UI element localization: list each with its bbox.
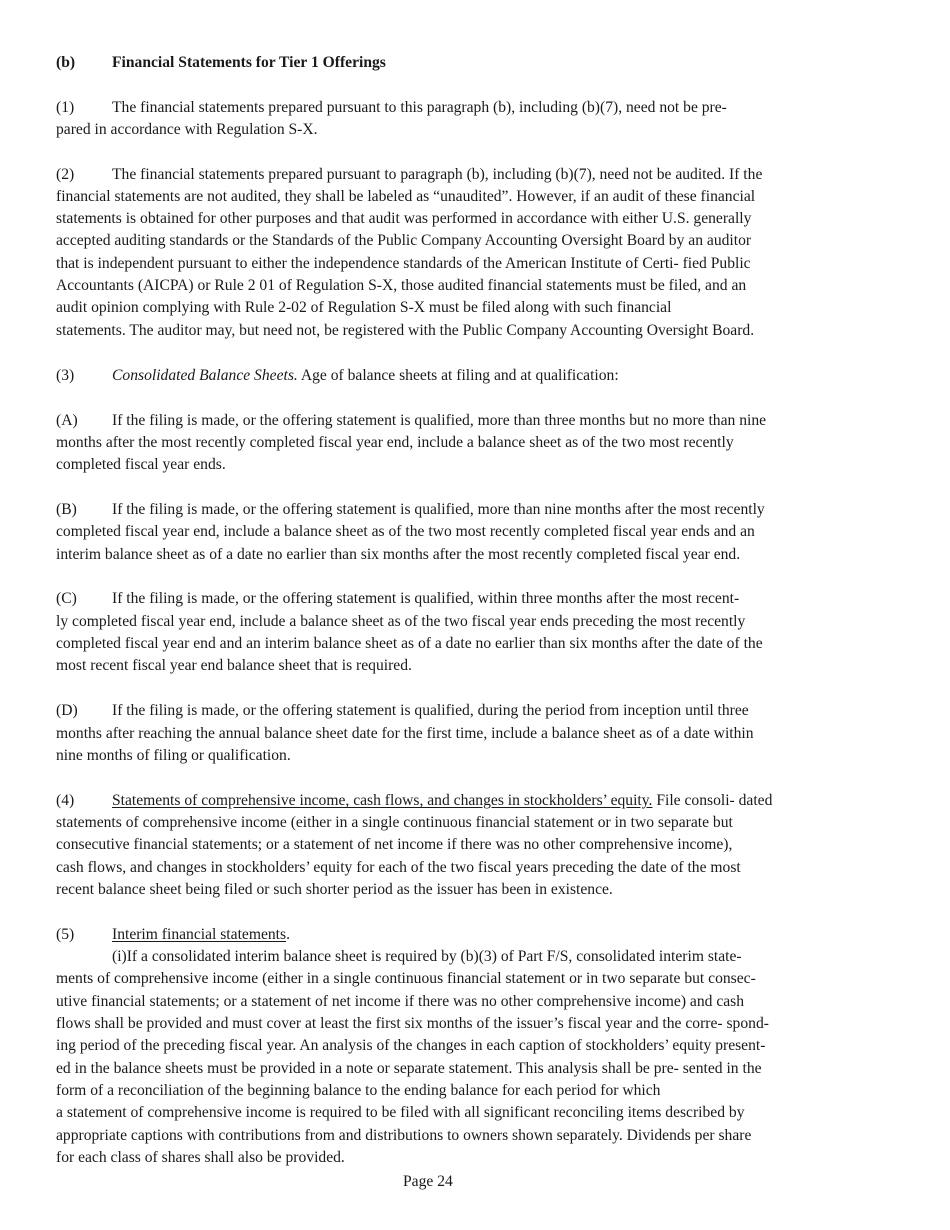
paragraph-4-line <box>56 790 772 812</box>
subparagraph-c-line: completed fiscal year end and an interim balance sheet as of a date no earlier than six months after the date of the <box>56 635 763 652</box>
paragraph-text: The financial statements prepared pursuant to paragraph (b), including (b)(7), need not be audited. If the <box>112 166 763 183</box>
paragraph-2-line: audit opinion complying with Rule 2-02 of Regulation S-X must be filed along with such financial <box>56 299 672 316</box>
paragraph-4-line: statements of comprehensive income (either in a single continuous financial statement or in two separate but <box>56 814 733 831</box>
paragraph-5-line: for each class of shares shall also be provided. <box>56 1149 345 1166</box>
paragraph-5-line: ing period of the preceding fiscal year. An analysis of the changes in each caption of stockholders’ equity present- <box>56 1037 766 1054</box>
subparagraph-d-line: nine months of filing or qualification. <box>56 747 291 764</box>
subparagraph-c-line <box>56 588 739 610</box>
paragraph-label: (A) <box>56 412 78 429</box>
paragraph-label: (1) <box>56 99 75 116</box>
paragraph-label: (4) <box>56 792 75 809</box>
paragraph-text: . <box>286 926 290 943</box>
paragraph-1-line: pared in accordance with Regulation S-X. <box>56 121 318 138</box>
paragraph-4-line: recent balance sheet being filed or such shorter period as the issuer has been in existence. <box>56 881 613 898</box>
paragraph-text: The financial statements prepared pursuant to this paragraph (b), including (b)(7), need not be pre- <box>112 99 727 116</box>
paragraph-heading: Consolidated Balance Sheets. <box>112 367 298 384</box>
paragraph-2-line: that is independent pursuant to either the independence standards of the American Institute of Certi- fied Public <box>56 255 751 272</box>
paragraph-2-line: Accountants (AICPA) or Rule 2 01 of Regulation S-X, those audited financial statements must be filed, and an <box>56 277 747 294</box>
paragraph-2-line: accepted auditing standards or the Standards of the Public Company Accounting Oversight Board by an auditor <box>56 232 752 249</box>
paragraph-3-line <box>56 365 619 387</box>
paragraph-5-line: ed in the balance sheets must be provided in a note or separate statement. This analysis shall be pre- sented in the <box>56 1060 762 1077</box>
subparagraph-d-line <box>56 700 749 722</box>
paragraph-text: If the filing is made, or the offering statement is qualified, more than three months but no more than nine <box>112 412 767 429</box>
paragraph-heading: Interim financial statements <box>112 926 287 943</box>
paragraph-4-line: cash flows, and changes in stockholders’ equity for each of the two fiscal years preceding the date of the most <box>56 859 741 876</box>
subparagraph-c-line: most recent fiscal year end balance sheet that is required. <box>56 657 412 674</box>
paragraph-text: If the filing is made, or the offering statement is qualified, more than nine months after the most recently <box>112 501 765 518</box>
paragraph-text: Age of balance sheets at filing and at qualification: <box>297 367 619 384</box>
paragraph-text: If the filing is made, or the offering statement is qualified, during the period from inception until three <box>112 702 749 719</box>
paragraph-label: (2) <box>56 166 75 183</box>
subparagraph-b-line: interim balance sheet as of a date no earlier than six months after the most recently completed fiscal year end. <box>56 546 741 563</box>
subparagraph-b-line <box>56 499 765 521</box>
paragraph-5-line: form of a reconciliation of the beginning balance to the ending balance for each period for which <box>56 1082 661 1099</box>
page-number: Page 24 <box>403 1173 453 1190</box>
paragraph-2-line: statements is obtained for other purposes and that audit was performed in accordance with either U.S. generally <box>56 210 752 227</box>
section-title: Financial Statements for Tier 1 Offerings <box>112 54 386 71</box>
subparagraph-a-line <box>56 410 766 432</box>
subparagraph-a-line: completed fiscal year ends. <box>56 456 226 473</box>
paragraph-5-line: appropriate captions with contributions from and distributions to owners shown separately. Dividends per share <box>56 1127 752 1144</box>
paragraph-2-line: financial statements are not audited, they shall be labeled as “unaudited”. However, if an audit of these financial <box>56 188 756 205</box>
paragraph-5-line <box>56 924 290 946</box>
section-heading <box>56 52 386 74</box>
paragraph-label: (3) <box>56 367 75 384</box>
paragraph-5-line: flows shall be provided and must cover at least the first six months of the issuer’s fiscal year and the corre- spond- <box>56 1015 769 1032</box>
paragraph-5-line: utive financial statements; or a statement of net income if there was no other comprehensive income) and cash <box>56 993 745 1010</box>
subparagraph-b-line: completed fiscal year end, include a balance sheet as of the two most recently completed fiscal year ends and an <box>56 523 755 540</box>
paragraph-4-line: consecutive financial statements; or a statement of net income if there was no other comprehensive income), <box>56 836 733 853</box>
subparagraph-d-line: months after reaching the annual balance sheet date for the first time, include a balance sheet as of a date within <box>56 725 754 742</box>
paragraph-2-line <box>56 164 762 186</box>
paragraph-5-line: (i)If a consolidated interim balance sheet is required by (b)(3) of Part F/S, consolidated interim state- <box>112 948 742 965</box>
paragraph-heading: Statements of comprehensive income, cash flows, and changes in stockholders’ equity. <box>112 792 653 809</box>
paragraph-label: (5) <box>56 926 75 943</box>
paragraph-2-line: statements. The auditor may, but need not, be registered with the Public Company Accounting Oversight Board. <box>56 322 755 339</box>
paragraph-1-line <box>56 97 727 119</box>
paragraph-text: If the filing is made, or the offering statement is qualified, within three months after the most recent- <box>112 590 740 607</box>
paragraph-label: (C) <box>56 590 77 607</box>
subparagraph-c-line: ly completed fiscal year end, include a balance sheet as of the two fiscal year ends preceding the most recently <box>56 613 746 630</box>
paragraph-5-line: ments of comprehensive income (either in a single continuous financial statement or in two separate but consec- <box>56 970 756 987</box>
paragraph-text: File consoli- dated <box>652 792 773 809</box>
paragraph-5-line: a statement of comprehensive income is required to be filed with all significant reconciling items described by <box>56 1104 745 1121</box>
subparagraph-a-line: months after the most recently completed fiscal year end, include a balance sheet as of the two most recently <box>56 434 734 451</box>
section-label: (b) <box>56 54 76 71</box>
paragraph-label: (B) <box>56 501 77 518</box>
paragraph-label: (D) <box>56 702 78 719</box>
